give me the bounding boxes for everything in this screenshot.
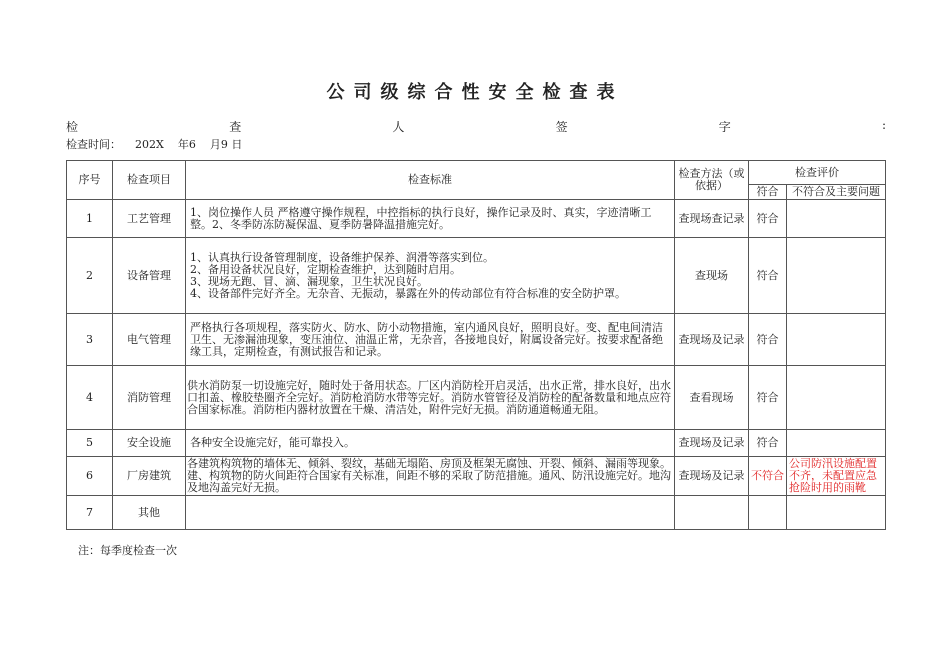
row-item: 厂房建筑 (113, 457, 186, 496)
row-item: 消防管理 (113, 366, 186, 430)
table-row (67, 314, 886, 366)
header-method: 检查方法（或依据） (675, 161, 749, 200)
row-item: 其他 (113, 496, 186, 530)
row-no: 3 (67, 314, 113, 366)
row-standard: 各种安全设施完好，能可靠投入。 (186, 430, 675, 457)
header-conform: 符合 (749, 185, 787, 200)
row-conform: 符合 (749, 430, 787, 457)
row-standard (186, 496, 675, 530)
row-conform: 符合 (749, 366, 787, 430)
row-item: 设备管理 (113, 238, 186, 314)
row-conform: 不符合 (749, 457, 787, 496)
row-standard: 各建筑构筑物的墙体无、倾斜、裂纹，基础无塌陷、房顶及框架无腐蚀、开裂、倾斜、漏雨等现象。建、构筑物的防火间距符合国家有关标准，间距不够的采取了防范措施。通风、防汛设施完好。地沟及地沟盖完好无损。 (186, 457, 675, 496)
sign-char: 检 (66, 120, 79, 134)
row-item: 工艺管理 (113, 200, 186, 238)
row-method: 查现场及记录 (675, 314, 749, 366)
row-conform: 符合 (749, 314, 787, 366)
inspector-signature-line (66, 118, 886, 134)
row-issue (787, 314, 886, 366)
row-issue (787, 496, 886, 530)
date-year-unit: 年6 (177, 138, 196, 151)
row-issue (787, 200, 886, 238)
sign-char: 字 (718, 120, 731, 134)
table-row (67, 200, 886, 238)
row-standard: 供水消防泵一切设施完好，随时处于备用状态。厂区内消防栓开启灵活，出水正常，排水良好，出水口扣盖、橡胶垫圈齐全完好。消防枪消防水带等完好。消防水管管径及消防栓的配备数量和地点应符合国家标准。消防柜内器材放置在干燥、清洁处，附件完好无损。消防通道畅通无阻。 (186, 366, 675, 430)
row-method (675, 496, 749, 530)
row-method: 查现场及记录 (675, 457, 749, 496)
row-issue (787, 366, 886, 430)
table-row (67, 496, 886, 530)
row-conform: 符合 (749, 238, 787, 314)
header-eval: 检查评价 (749, 161, 886, 185)
sign-char: : (881, 118, 886, 132)
footnote: 注：每季度检查一次 (78, 544, 177, 557)
row-method: 查看现场 (675, 366, 749, 430)
row-no: 7 (67, 496, 113, 530)
row-issue (787, 238, 886, 314)
row-item: 安全设施 (113, 430, 186, 457)
row-method: 查现场及记录 (675, 430, 749, 457)
row-method: 查现场 (675, 238, 749, 314)
row-issue: 公司防汛设施配置不齐，未配置应急抢险时用的雨靴 (787, 457, 886, 496)
header-nonconform: 不符合及主要问题 (787, 185, 886, 200)
row-issue (787, 430, 886, 457)
header-no: 序号 (67, 161, 113, 200)
row-standard: 1、认真执行设备管理制度，设备维护保养、润滑等落实到位。 2、备用设备状况良好，定期检查维护，达到随时启用。 3、现场无跑、冒、滴、漏现象，卫生状况良好。 4、设备部件完好齐全。无杂音、无振动，暴露在外的传动部位有符合标准的安全防护罩。 (186, 238, 675, 314)
table-row (67, 457, 886, 496)
header-standard: 检查标准 (186, 161, 675, 200)
row-conform: 符合 (749, 200, 787, 238)
page-title: 公司级综合性安全检查表 (326, 82, 624, 103)
date-month-day: 月9 日 (209, 138, 243, 151)
table-row (67, 366, 886, 430)
row-no: 4 (67, 366, 113, 430)
date-label: 检查时间： (66, 138, 121, 151)
table-row (67, 238, 886, 314)
header-item: 检查项目 (113, 161, 186, 200)
row-no: 1 (67, 200, 113, 238)
row-conform (749, 496, 787, 530)
inspection-date (66, 136, 256, 152)
row-no: 2 (67, 238, 113, 314)
sign-char: 人 (392, 120, 405, 134)
date-year: 202X (135, 138, 164, 151)
sign-char: 查 (229, 120, 242, 134)
row-no: 5 (67, 430, 113, 457)
row-no: 6 (67, 457, 113, 496)
row-item: 电气管理 (113, 314, 186, 366)
row-standard: 1、岗位操作人员 严格遵守操作规程，中控指标的执行良好，操作记录及时、真实，字迹清晰工整。2、冬季防冻防凝保温、夏季防暑降温措施完好。 (186, 200, 675, 238)
sign-char: 签 (555, 120, 568, 134)
row-method: 查现场查记录 (675, 200, 749, 238)
table-row (67, 430, 886, 457)
row-standard: 严格执行各项规程，落实防火、防水、防小动物措施，室内通风良好，照明良好。变、配电间清洁卫生、无渗漏油现象，变压油位、油温正常，无杂音，各接地良好，附属设备完好。按要求配备绝缘工具，定期检查，有测试报告和记录。 (186, 314, 675, 366)
inspection-table (66, 160, 886, 530)
